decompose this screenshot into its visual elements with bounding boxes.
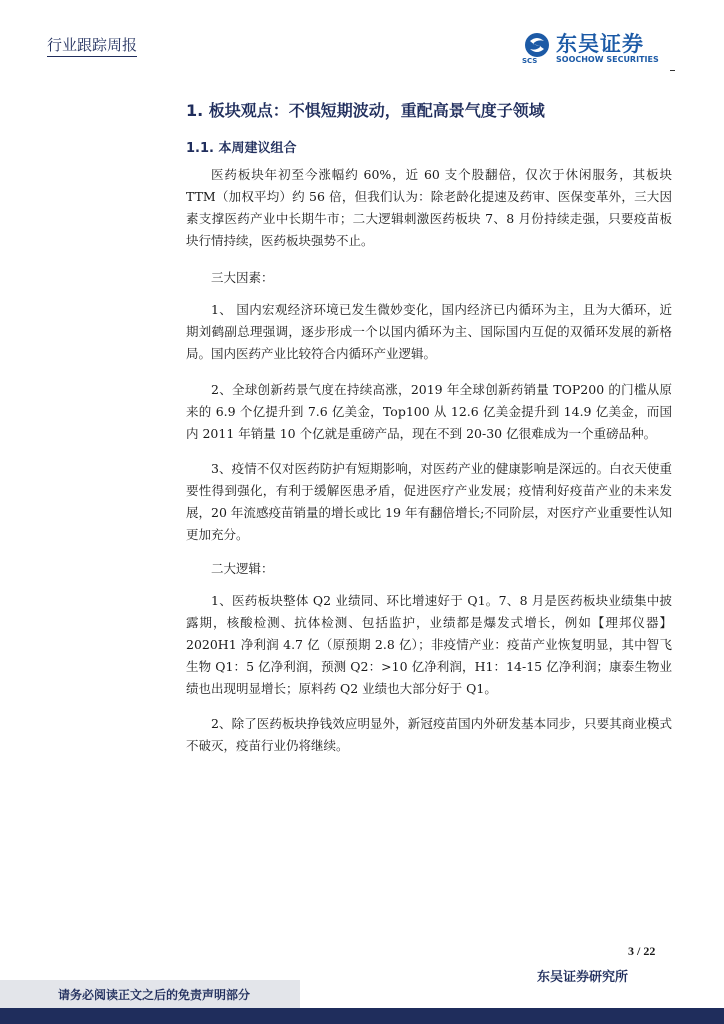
logo-en-text: SOOCHOW SECURITIES <box>556 55 659 64</box>
paragraph-three-factors-title: 三大因素： <box>211 270 274 285</box>
report-category: 行业跟踪周报 <box>47 34 137 57</box>
disclaimer-text: 请务必阅读正文之后的免责声明部分 <box>58 988 251 1002</box>
section-heading: 1. 板块观点：不惧短期波动，重配高景气度子领域 <box>186 101 545 120</box>
paragraph-two-logics-title: 二大逻辑： <box>211 561 274 576</box>
institute-name: 东吴证券研究所 <box>537 970 629 985</box>
page-number: 3 / 22 <box>628 944 656 958</box>
footer-strip <box>0 1008 724 1024</box>
logo-abbr-text: SCS <box>522 57 538 65</box>
disclaimer-bar <box>0 980 300 1008</box>
paragraph-intro: 医药板块年初至今涨幅约 60%，近 60 支个股翻倍，仅次于休闲服务，其板块 TTM（加权平均）约 56 倍，但我们认为：除老龄化提速及药审、医保变革外，三大因素支撑医药产业中长期牛市；二大逻辑刺激医药板块 7、8 月份持续走强，只要疫苗板块行情持续，医药板块强势不止。 <box>186 167 672 248</box>
subsection-heading: 1.1. 本周建议组合 <box>186 141 297 156</box>
paragraph-factor-1: 1、 国内宏观经济环境已发生微妙变化，国内经济已内循环为主，且为大循环，近期刘鹤副总理强调，逐步形成一个以国内循环为主、国际国内互促的双循环发展的新格局。国内医药产业比较符合内循环产业逻辑。 <box>186 302 672 361</box>
paragraph-logic-2: 2、除了医药板块挣钱效应明显外，新冠疫苗国内外研发基本同步，只要其商业模式不破灭，疫苗行业仍将继续。 <box>186 716 672 753</box>
paragraph-factor-3: 3、疫情不仅对医药防护有短期影响，对医药产业的健康影响是深远的。白衣天使重要性得到强化，有利于缓解医患矛盾，促进医疗产业发展；疫情利好疫苗产业的未来发展，20 年流感疫苗销量的增长或比 19 年有翻倍增长;不同阶层，对医疗产业重要性认知更加充分。 <box>186 461 672 542</box>
logo-cn-text: 东吴证券 <box>556 32 644 56</box>
paragraph-factor-2: 2、全球创新药景气度在持续高涨，2019 年全球创新药销量 TOP200 的门槛从原来的 6.9 个亿提升到 7.6 亿美金，Top100 从 12.6 亿美金提升到 14.9 亿美金，而国内 2011 年销量 10 个亿就是重磅产品，现在不到 20-30 亿很难成为一个重磅品种。 <box>186 382 672 441</box>
header-divider <box>670 70 675 71</box>
company-logo <box>522 30 672 66</box>
paragraph-logic-1: 1、医药板块整体 Q2 业绩同、环比增速好于 Q1。7、8 月是医药板块业绩集中披露期，核酸检测、抗体检测、包括监护，业绩都是爆发式增长，例如【理邦仪器】2020H1 净利润 4.7 亿（原预期 2.8 亿）；非疫情产业：疫苗产业恢复明显，其中智飞生物 Q1：5 亿净利润，预测 Q2：>10 亿净利润，H1：14-15 亿净利润；康泰生物业绩也出现明显增长；原料药 Q2 业绩也大部分好于 Q1。 <box>186 593 672 696</box>
